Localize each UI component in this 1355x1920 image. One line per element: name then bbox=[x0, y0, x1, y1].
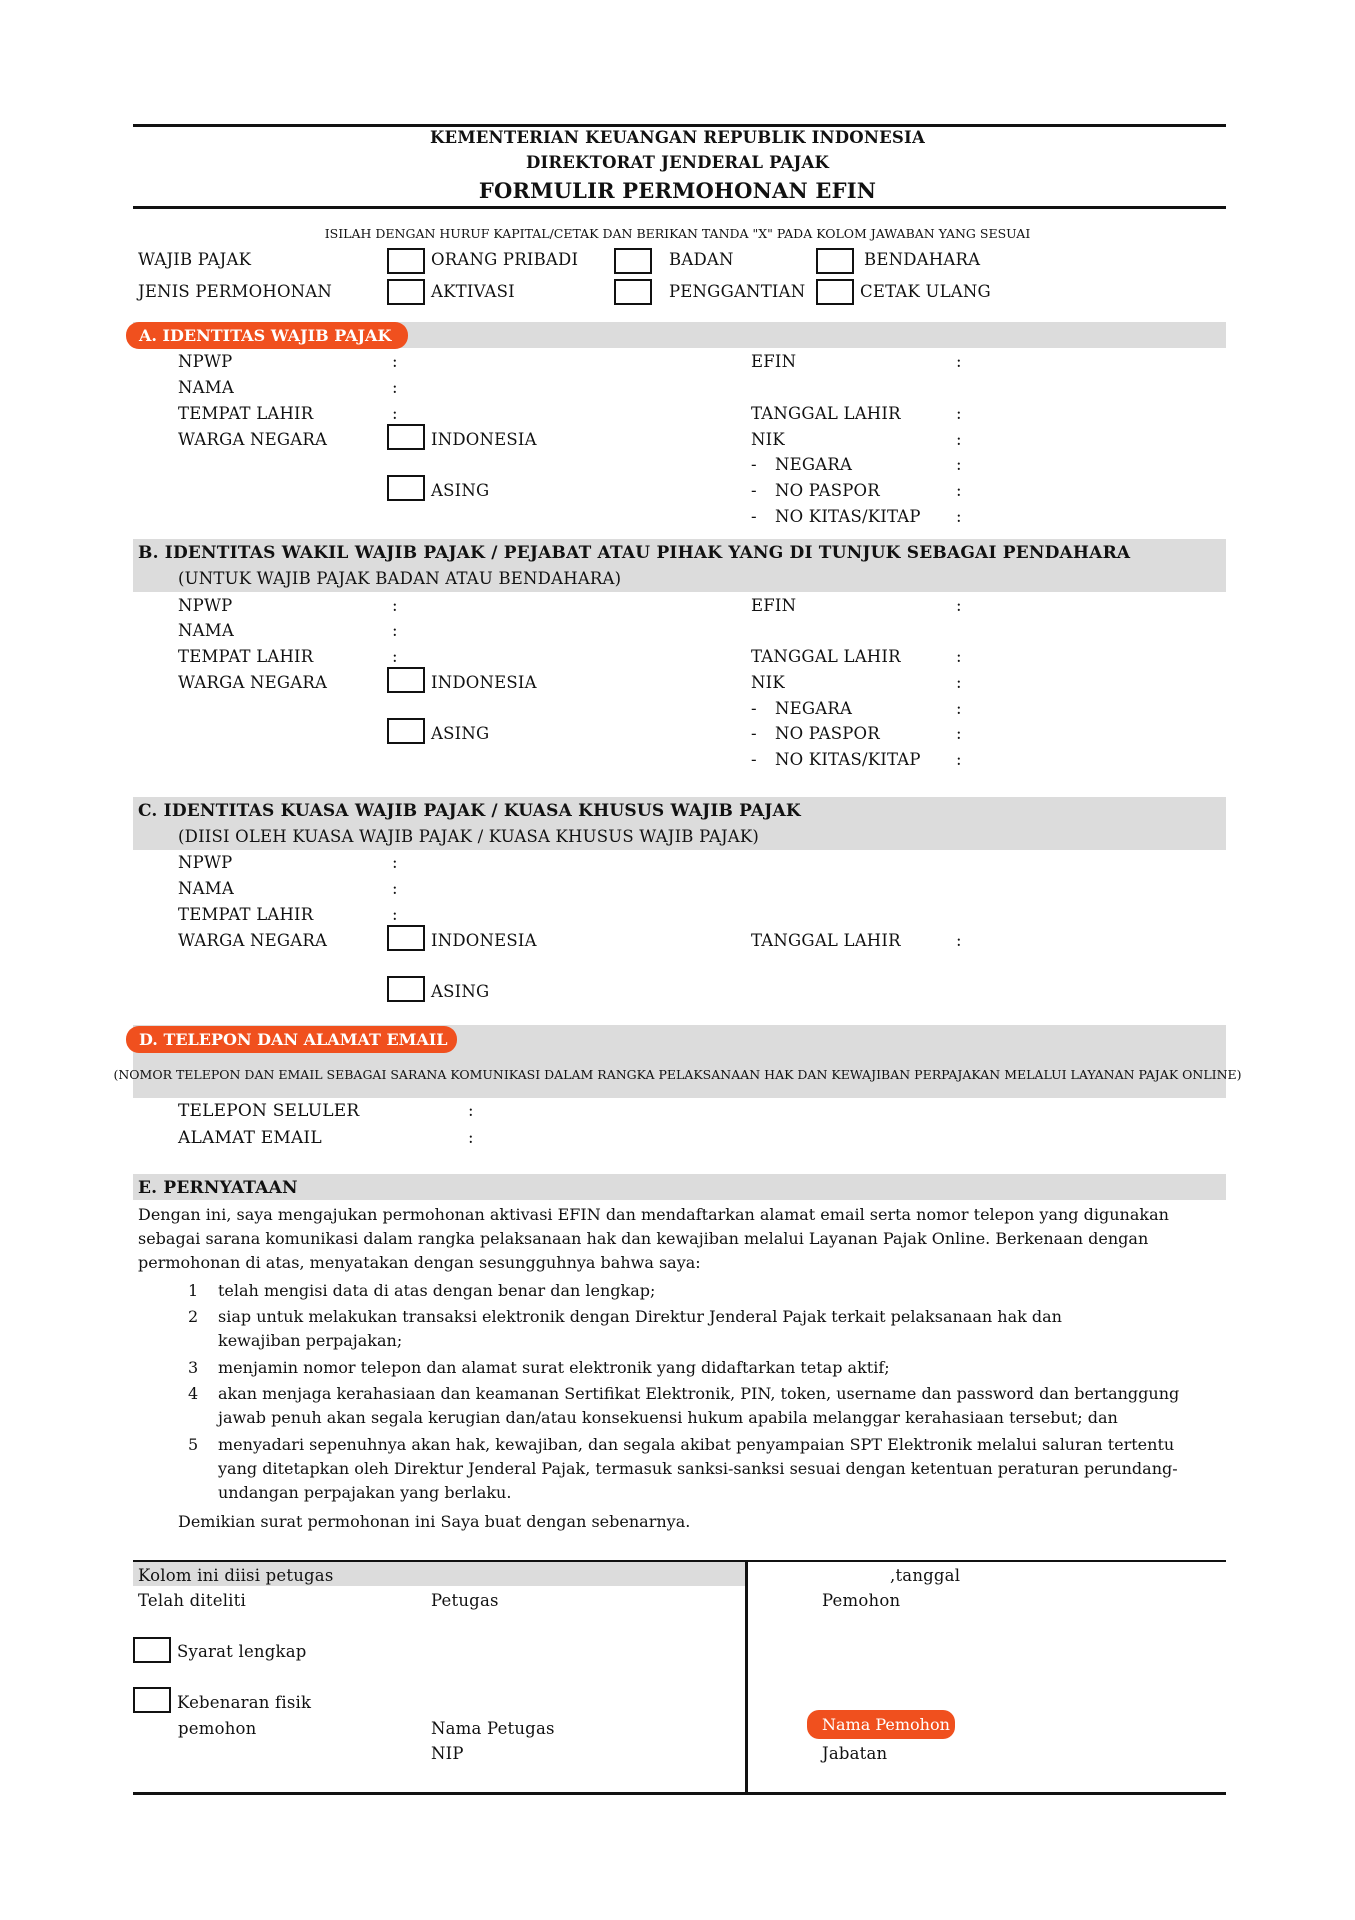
b-nama-colon: : bbox=[392, 621, 398, 640]
b-paspor-dash: - bbox=[751, 724, 757, 743]
item-5-number: 5 bbox=[188, 1435, 199, 1454]
b-kitas-dash: - bbox=[751, 750, 757, 769]
a-checkbox-asing[interactable] bbox=[387, 475, 425, 501]
a-tempat-lahir-label: TEMPAT LAHIR bbox=[178, 404, 314, 423]
b-no-paspor-label: NO PASPOR bbox=[775, 724, 880, 743]
section-d-note: (NOMOR TELEPON DAN EMAIL SEBAGAI SARANA KOMUNIKASI DALAM RANGKA PELAKSANAAN HAK DAN KEWAJIBAN PERPAJAKAN MELALUI LAYANAN PAJAK ONLINE) bbox=[113, 1067, 1242, 1082]
d-telepon-label: TELEPON SELULER bbox=[178, 1101, 360, 1121]
a-warga-negara-label: WARGA NEGARA bbox=[178, 430, 328, 449]
d-email-colon: : bbox=[468, 1128, 474, 1147]
b-negara-colon: : bbox=[956, 699, 962, 718]
a-nama-label: NAMA bbox=[178, 378, 234, 397]
a-negara-label: NEGARA bbox=[775, 455, 853, 474]
c-option-indonesia: INDONESIA bbox=[431, 931, 537, 950]
checkbox-orang-pribadi[interactable] bbox=[387, 248, 425, 274]
a-efin-label: EFIN bbox=[751, 352, 797, 371]
jabatan-label: Jabatan bbox=[822, 1744, 888, 1763]
instruction-text: ISILAH DENGAN HURUF KAPITAL/CETAK DAN BERIKAN TANDA "X" PADA KOLOM JAWABAN YANG SESUAI bbox=[324, 226, 1031, 241]
b-nik-colon: : bbox=[956, 673, 962, 692]
b-checkbox-indonesia[interactable] bbox=[387, 667, 425, 693]
item-3-text: menjamin nomor telepon dan alamat surat elektronik yang didaftarkan tetap aktif; bbox=[218, 1358, 890, 1377]
item-2-text: siap untuk melakukan transaksi elektronik dengan Direktur Jenderal Pajak terkait pelaksanaan hak dan kewajiban perpajakan; bbox=[218, 1307, 1062, 1350]
c-checkbox-indonesia[interactable] bbox=[387, 925, 425, 951]
a-nik-label: NIK bbox=[751, 430, 785, 449]
top-rule bbox=[133, 124, 1226, 127]
b-no-kitas-label: NO KITAS/KITAP bbox=[775, 750, 921, 769]
option-orang-pribadi: ORANG PRIBADI bbox=[431, 250, 579, 269]
a-no-paspor-colon: : bbox=[956, 481, 962, 500]
footer-bottom-rule bbox=[133, 1792, 1226, 1795]
item-4-text: akan menjaga kerahasiaan dan keamanan Sertifikat Elektronik, PIN, token, username dan password dan bertanggung jawab penuh akan segala kerugian dan/atau konsekuensi hukum apabila melanggar kerahasiaan tersebut; dan bbox=[218, 1384, 1180, 1427]
a-nik-colon: : bbox=[956, 430, 962, 449]
item-5-text: menyadari sepenuhnya akan hak, kewajiban, dan segala akibat penyampaian SPT Elektronik melalui saluran tertentu yang ditetapkan oleh Direktur Jenderal Pajak, termasuk sanksi-sanksi sesuai dengan ketentuan peraturan perundang-undangan perpajakan yang berlaku. bbox=[218, 1435, 1178, 1502]
option-aktivasi: AKTIVASI bbox=[431, 282, 515, 301]
c-warga-negara-label: WARGA NEGARA bbox=[178, 931, 328, 950]
b-checkbox-asing[interactable] bbox=[387, 718, 425, 744]
telah-diteliti-label: Telah diteliti bbox=[138, 1591, 246, 1610]
a-option-indonesia: INDONESIA bbox=[431, 430, 537, 449]
b-no-paspor-colon: : bbox=[956, 724, 962, 743]
petugas-header: Kolom ini diisi petugas bbox=[138, 1566, 334, 1585]
a-kitas-dash: - bbox=[751, 507, 757, 526]
a-option-asing: ASING bbox=[431, 481, 490, 500]
a-no-paspor-label: NO PASPOR bbox=[775, 481, 880, 500]
section-d-title: D. TELEPON DAN ALAMAT EMAIL bbox=[126, 1026, 457, 1053]
c-tempat-lahir-colon: : bbox=[392, 905, 398, 924]
section-b-subtitle: (UNTUK WAJIB PAJAK BADAN ATAU BENDAHARA) bbox=[178, 569, 622, 588]
jenis-permohonan-label: JENIS PERMOHONAN bbox=[138, 282, 333, 301]
b-npwp-label: NPWP bbox=[178, 596, 233, 615]
b-efin-colon: : bbox=[956, 596, 962, 615]
statement-closing: Demikian surat permohonan ini Saya buat dengan sebenarnya. bbox=[178, 1512, 691, 1531]
c-option-asing: ASING bbox=[431, 982, 490, 1001]
a-efin-colon: : bbox=[956, 352, 962, 371]
checkbox-aktivasi[interactable] bbox=[387, 279, 425, 305]
b-option-asing: ASING bbox=[431, 724, 490, 743]
c-npwp-label: NPWP bbox=[178, 853, 233, 872]
footer-divider bbox=[745, 1560, 748, 1794]
tanggal-label: ,tanggal bbox=[890, 1566, 961, 1585]
b-tempat-lahir-label: TEMPAT LAHIR bbox=[178, 647, 314, 666]
checkbox-bendahara[interactable] bbox=[816, 248, 854, 274]
kebenaran-fisik-label-line2: pemohon bbox=[178, 1719, 257, 1738]
a-no-kitas-label: NO KITAS/KITAP bbox=[775, 507, 921, 526]
section-b-title: B. IDENTITAS WAKIL WAJIB PAJAK / PEJABAT ATAU PIHAK YANG DI TUNJUK SEBAGAI PENDAHARA bbox=[138, 543, 1131, 563]
a-negara-colon: : bbox=[956, 455, 962, 474]
b-efin-label: EFIN bbox=[751, 596, 797, 615]
c-npwp-colon: : bbox=[392, 853, 398, 872]
checkbox-kebenaran-fisik[interactable] bbox=[133, 1687, 171, 1713]
checkbox-badan[interactable] bbox=[614, 248, 652, 274]
item-1-text: telah mengisi data di atas dengan benar dan lengkap; bbox=[218, 1281, 656, 1300]
c-nama-colon: : bbox=[392, 879, 398, 898]
d-telepon-colon: : bbox=[468, 1101, 474, 1120]
a-paspor-dash: - bbox=[751, 481, 757, 500]
c-nama-label: NAMA bbox=[178, 879, 234, 898]
nama-pemohon-field[interactable]: Nama Pemohon bbox=[807, 1710, 955, 1739]
checkbox-cetak-ulang[interactable] bbox=[816, 279, 854, 305]
kebenaran-fisik-label: Kebenaran fisik bbox=[177, 1693, 312, 1712]
option-cetak-ulang: CETAK ULANG bbox=[860, 282, 991, 301]
a-tempat-lahir-colon: : bbox=[392, 404, 398, 423]
b-negara-label: NEGARA bbox=[775, 699, 853, 718]
title-rule bbox=[133, 206, 1226, 209]
section-c-title: C. IDENTITAS KUASA WAJIB PAJAK / KUASA KHUSUS WAJIB PAJAK bbox=[138, 801, 801, 821]
option-bendahara: BENDAHARA bbox=[864, 250, 981, 269]
section-c-subtitle: (DIISI OLEH KUASA WAJIB PAJAK / KUASA KHUSUS WAJIB PAJAK) bbox=[178, 827, 760, 846]
a-checkbox-indonesia[interactable] bbox=[387, 424, 425, 450]
checkbox-syarat-lengkap[interactable] bbox=[133, 1637, 171, 1663]
b-tanggal-lahir-colon: : bbox=[956, 647, 962, 666]
c-tanggal-lahir-label: TANGGAL LAHIR bbox=[751, 931, 901, 950]
b-nik-label: NIK bbox=[751, 673, 785, 692]
b-option-indonesia: INDONESIA bbox=[431, 673, 537, 692]
a-negara-dash: - bbox=[751, 455, 757, 474]
section-e-title: E. PERNYATAAN bbox=[138, 1178, 298, 1198]
a-nama-colon: : bbox=[392, 378, 398, 397]
section-a-title: A. IDENTITAS WAJIB PAJAK bbox=[126, 322, 408, 349]
statement-intro: Dengan ini, saya mengajukan permohonan aktivasi EFIN dan mendaftarkan alamat email serta nomor telepon yang digunakan sebagai sarana komunikasi dalam rangka pelaksanaan hak dan kewajiban melalui Layanan Pajak Online. Berkenaan dengan permohonan di atas, menyatakan dengan sesungguhnya bahwa saya: bbox=[138, 1205, 1169, 1272]
b-nama-label: NAMA bbox=[178, 621, 234, 640]
a-tanggal-lahir-label: TANGGAL LAHIR bbox=[751, 404, 901, 423]
c-tempat-lahir-label: TEMPAT LAHIR bbox=[178, 905, 314, 924]
nama-petugas-label: Nama Petugas bbox=[431, 1719, 555, 1738]
petugas-label: Petugas bbox=[431, 1591, 499, 1610]
b-tanggal-lahir-label: TANGGAL LAHIR bbox=[751, 647, 901, 666]
d-email-label: ALAMAT EMAIL bbox=[178, 1128, 322, 1148]
form-title: FORMULIR PERMOHONAN EFIN bbox=[478, 178, 877, 203]
directorate-heading: DIREKTORAT JENDERAL PAJAK bbox=[525, 153, 830, 172]
b-warga-negara-label: WARGA NEGARA bbox=[178, 673, 328, 692]
c-checkbox-asing[interactable] bbox=[387, 976, 425, 1002]
option-badan: BADAN bbox=[669, 250, 734, 269]
item-2-number: 2 bbox=[188, 1307, 199, 1326]
b-negara-dash: - bbox=[751, 699, 757, 718]
b-npwp-colon: : bbox=[392, 596, 398, 615]
a-npwp-colon: : bbox=[392, 352, 398, 371]
c-tanggal-lahir-colon: : bbox=[956, 931, 962, 950]
item-4-number: 4 bbox=[188, 1384, 199, 1403]
a-no-kitas-colon: : bbox=[956, 507, 962, 526]
nip-label: NIP bbox=[431, 1744, 464, 1763]
b-no-kitas-colon: : bbox=[956, 750, 962, 769]
option-penggantian: PENGGANTIAN bbox=[669, 282, 806, 301]
pemohon-label: Pemohon bbox=[822, 1591, 901, 1610]
checkbox-penggantian[interactable] bbox=[614, 279, 652, 305]
item-3-number: 3 bbox=[188, 1358, 199, 1377]
ministry-heading: KEMENTERIAN KEUANGAN REPUBLIK INDONESIA bbox=[430, 128, 925, 147]
a-tanggal-lahir-colon: : bbox=[956, 404, 962, 423]
a-npwp-label: NPWP bbox=[178, 352, 233, 371]
b-tempat-lahir-colon: : bbox=[392, 647, 398, 666]
wajib-pajak-label: WAJIB PAJAK bbox=[138, 250, 252, 269]
item-1-number: 1 bbox=[188, 1281, 199, 1300]
syarat-lengkap-label: Syarat lengkap bbox=[177, 1642, 307, 1661]
